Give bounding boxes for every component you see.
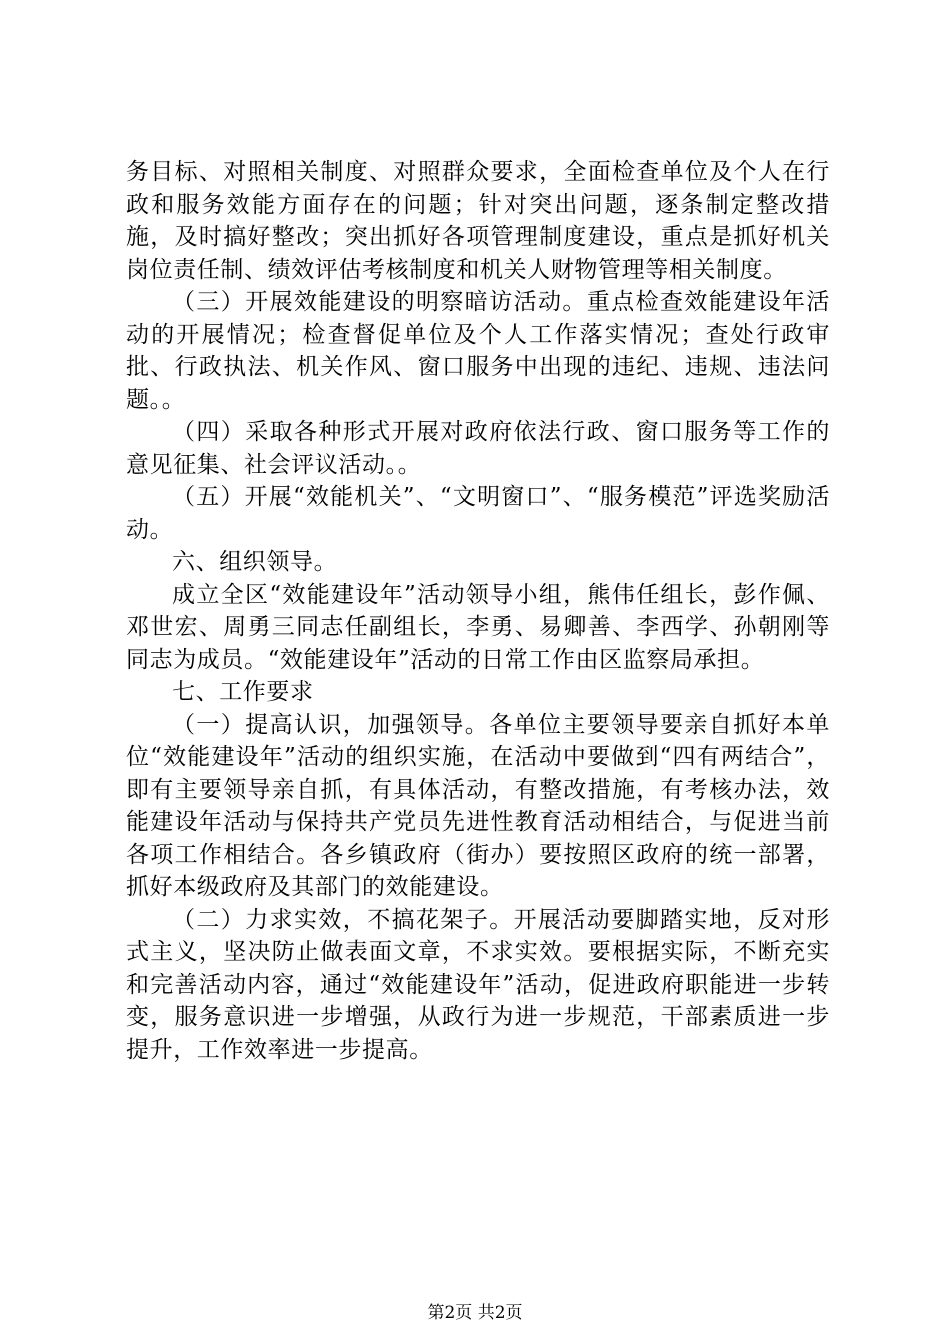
paragraph-item-4: （四）采取各种形式开展对政府依法行政、窗口服务等工作的意见征集、社会评议活动。。 [126,419,830,478]
document-body [126,156,830,1066]
section-heading-organization: 六、组织领导。 [172,549,338,575]
paragraph-item-3: （三）开展效能建设的明察暗访活动。重点检查效能建设年活动的开展情况；检查督促单位及个人工作落实情况；查处行政审批、行政执法、机关作风、窗口服务中出现的违纪、违规、违法问题。。 [126,289,830,413]
section-heading-requirements: 七、工作要求 [172,679,314,705]
paragraph-leadership-group: 成立全区“效能建设年”活动领导小组，熊伟任组长，彭作佩、邓世宏、周勇三同志任副组长，李勇、易卿善、李西学、孙朝刚等同志为成员。“效能建设年”活动的日常工作由区监察局承担。 [126,581,830,673]
page-footer: 第2页 共2页 [427,1303,523,1323]
paragraph-requirement-1: （一）提高认识，加强领导。各单位主要领导要亲自抓好本单位“效能建设年”活动的组织实施，在活动中要做到“四有两结合”，即有主要领导亲自抓，有具体活动，有整改措施，有考核办法，效能建设年活动与保持共产党员先进性教育活动相结合，与促进当前各项工作相结合。各乡镇政府（街办）要按照区政府的统一部署，抓好本级政府及其部门的效能建设。 [126,711,830,900]
paragraph-item-5: （五）开展“效能机关”、“文明窗口”、“服务模范”评选奖励活动。 [126,484,830,543]
paragraph-requirement-2: （二）力求实效，不搞花架子。开展活动要脚踏实地，反对形式主义，坚决防止做表面文章，不求实效。要根据实际，不断充实和完善活动内容，通过“效能建设年”活动，促进政府职能进一步转变，服务意识进一步增强，从政行为进一步规范，干部素质进一步提升，工作效率进一步提高。 [126,906,830,1063]
paragraph-continuation: 务目标、对照相关制度、对照群众要求，全面检查单位及个人在行政和服务效能方面存在的问题；针对突出问题，逐条制定整改措施，及时搞好整改；突出抓好各项管理制度建设，重点是抓好机关岗位责任制、绩效评估考核制度和机关人财物管理等相关制度。 [126,159,830,283]
